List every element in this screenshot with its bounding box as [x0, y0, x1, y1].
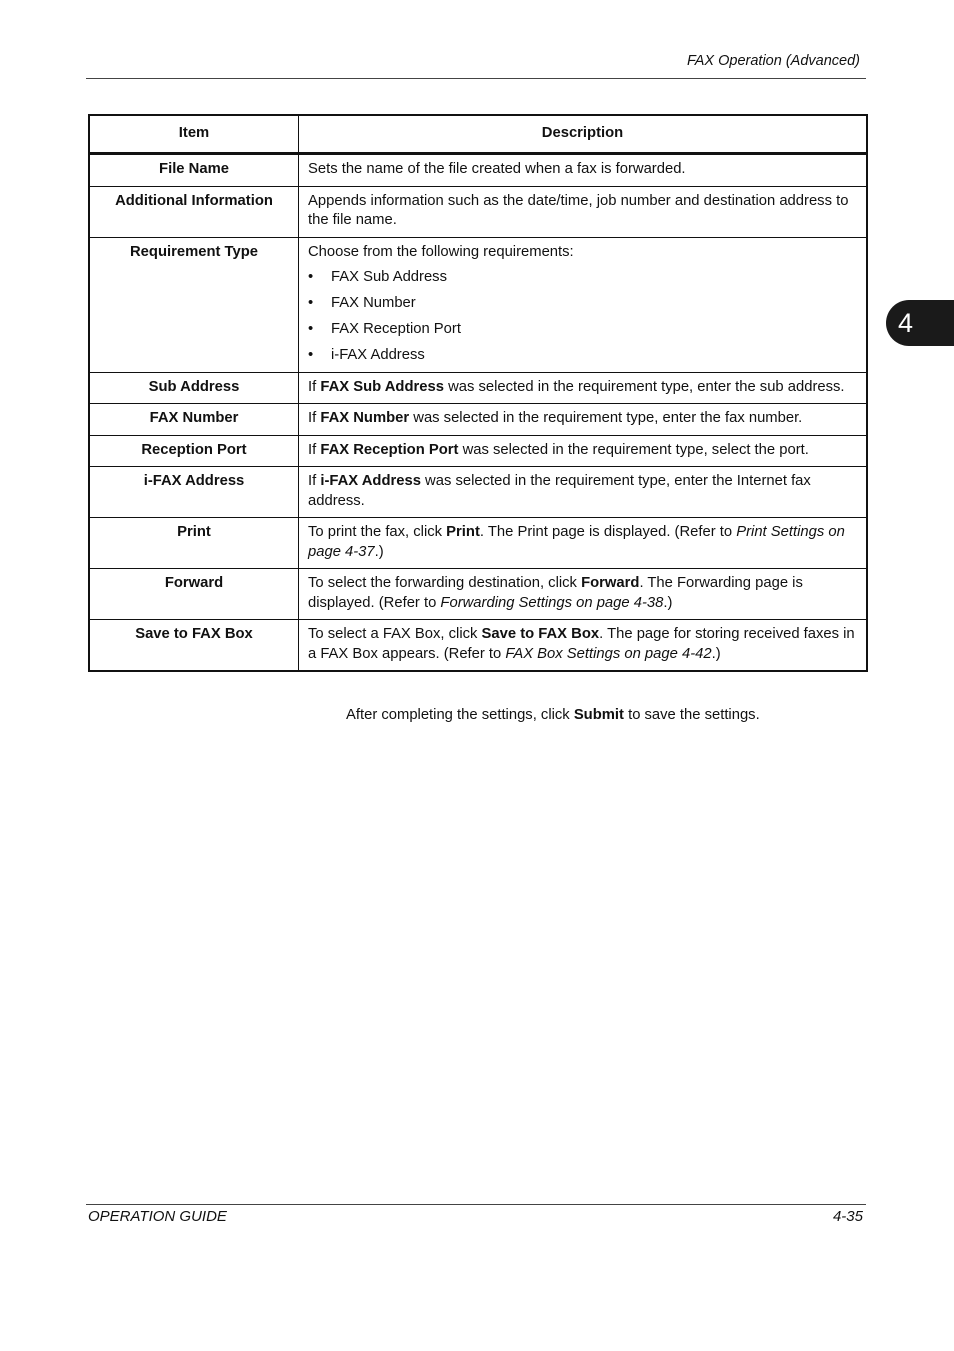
list-item-label: FAX Number	[331, 295, 416, 311]
row-description	[299, 404, 868, 436]
row-description	[299, 518, 868, 569]
table-row	[89, 518, 867, 569]
text-run: . The page for storing received faxes in a FAX Box appears. (Refer to	[308, 626, 855, 662]
row-item-name: Save to FAX Box	[89, 620, 299, 672]
description-text	[308, 523, 857, 562]
header-rule	[86, 78, 866, 79]
cross-reference: FAX Box Settings on page 4-42	[505, 645, 712, 662]
running-header: FAX Operation (Advanced)	[686, 53, 860, 69]
bold-term: Forward	[581, 575, 640, 591]
text-run: .)	[663, 594, 673, 611]
bullet-icon: •	[308, 321, 314, 337]
description-text	[308, 441, 857, 461]
bold-term: i-FAX Address	[320, 473, 421, 489]
table-row	[89, 186, 867, 237]
text-run: .)	[711, 645, 721, 662]
bold-term: Submit	[573, 707, 624, 723]
bold-term: FAX Reception Port	[320, 441, 459, 458]
cross-reference: Print Settings on page 4-37	[308, 524, 845, 560]
text-run: .)	[374, 543, 384, 560]
row-description	[299, 620, 868, 672]
table-row	[89, 569, 867, 620]
text-run: . The Print page is displayed. (Refer to	[479, 524, 737, 540]
footer-guide-title: OPERATION GUIDE	[88, 1208, 227, 1225]
row-description	[299, 237, 868, 372]
chapter-tab: 4	[886, 300, 954, 346]
row-item-name: File Name	[89, 154, 299, 187]
requirement-list	[308, 268, 857, 366]
list-item	[308, 346, 857, 366]
description-text	[308, 625, 857, 664]
row-item-name: Sub Address	[89, 372, 299, 404]
text-run: Choose from the following requirements:	[308, 243, 574, 260]
description-text	[308, 409, 857, 429]
column-header-description: Description	[299, 115, 868, 154]
bold-term: Print	[446, 524, 480, 540]
table-row	[89, 404, 867, 436]
text-run: was selected in the requirement type, enter the Internet fax address.	[308, 473, 811, 509]
table-row	[89, 372, 867, 404]
text-run: Appends information such as the date/time, job number and destination address to the file name.	[308, 192, 849, 228]
row-item-name: Additional Information	[89, 186, 299, 237]
description-text	[308, 574, 857, 613]
text-run: To select the forwarding destination, click	[308, 575, 582, 591]
row-description	[299, 467, 868, 518]
text-run: was selected in the requirement type, enter the sub address.	[443, 378, 845, 395]
row-item-name: Requirement Type	[89, 237, 299, 372]
bullet-icon: •	[308, 269, 314, 285]
row-item-name: Forward	[89, 569, 299, 620]
row-description	[299, 186, 868, 237]
description-text	[308, 160, 857, 180]
table-body	[89, 154, 867, 672]
bullet-icon: •	[308, 295, 314, 311]
text-run: If	[308, 473, 321, 489]
row-item-name: i-FAX Address	[89, 467, 299, 518]
description-text	[308, 192, 857, 231]
text-run: was selected in the requirement type, enter the fax number.	[409, 410, 803, 426]
list-item-label: i-FAX Address	[331, 347, 425, 363]
text-run: If	[308, 441, 321, 458]
column-header-item: Item	[89, 115, 299, 154]
list-item	[308, 268, 857, 288]
row-item-name: FAX Number	[89, 404, 299, 436]
closing-instruction	[346, 707, 760, 723]
page-number: 4-35	[832, 1208, 863, 1225]
bullet-icon: •	[308, 347, 314, 363]
row-description	[299, 569, 868, 620]
row-item-name: Reception Port	[89, 435, 299, 467]
row-description	[299, 372, 868, 404]
text-run: If	[308, 410, 321, 426]
text-run: If	[308, 378, 321, 395]
row-description	[299, 154, 868, 187]
description-text	[308, 378, 857, 398]
text-run: was selected in the requirement type, select the port.	[458, 441, 809, 458]
table-row	[89, 467, 867, 518]
settings-table	[88, 114, 868, 672]
table-row	[89, 620, 867, 672]
text-run: To select a FAX Box, click	[308, 626, 482, 642]
text-run: to save the settings.	[623, 707, 760, 723]
table-row	[89, 435, 867, 467]
text-run: To print the fax, click	[308, 524, 447, 540]
row-description	[299, 435, 868, 467]
list-item	[308, 320, 857, 340]
table-row	[89, 237, 867, 372]
bold-term: Save to FAX Box	[481, 626, 600, 642]
list-item	[308, 294, 857, 314]
table-header-row	[89, 115, 867, 154]
list-item-label: FAX Reception Port	[331, 321, 461, 337]
footer-rule	[86, 1204, 866, 1205]
description-text	[308, 472, 857, 511]
list-item-label: FAX Sub Address	[331, 269, 447, 285]
description-text	[308, 243, 857, 263]
bold-term: FAX Number	[320, 410, 410, 426]
text-run: Sets the name of the file created when a fax is forwarded.	[308, 161, 686, 177]
text-run: . The Forwarding page is displayed. (Refer to	[308, 575, 803, 611]
cross-reference: Forwarding Settings on page 4-38	[440, 594, 664, 611]
bold-term: FAX Sub Address	[320, 378, 444, 395]
text-run: After completing the settings, click	[346, 707, 574, 723]
row-item-name: Print	[89, 518, 299, 569]
table-row	[89, 154, 867, 187]
